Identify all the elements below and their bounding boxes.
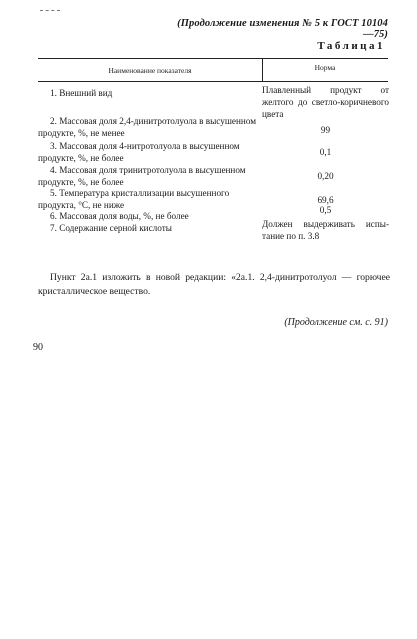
table-row-value: 0,5: [319, 205, 332, 215]
top-dash-mark: [40, 10, 60, 12]
table-header-rule: [38, 81, 388, 82]
table-row-name: 6. Массовая доля воды, %, не более: [50, 211, 189, 221]
body-paragraph: Пункт 2а.1 изложить в новой редакции: «2а.1. 2,4-динитротолуол — горючее кристаллическое вещество.: [38, 272, 390, 297]
table-row-value: 69,6: [317, 195, 334, 205]
continuation-note: (Продолжение см. с. 91): [284, 317, 388, 328]
column-header-name: Наименование показателя: [108, 66, 192, 75]
table-row-name: 4. Массовая доля тринитротолуола в высушенном продукте, %, не более: [38, 165, 246, 187]
table-row-name: 2. Массовая доля 2,4-динитротолуола в высушенном продукте, %, не менее: [38, 116, 257, 138]
table-top-rule: [38, 58, 388, 59]
table-row-name: 3. Массовая доля 4-нитротолуола в высушенном продукте, %, не более: [38, 141, 240, 163]
table-row-name: 5. Температура кристаллизации высушенного продукта, °С, не ниже: [38, 188, 230, 210]
table-row-value: Должен выдерживать испытание по п. 3.8: [262, 219, 389, 241]
page-number: 90: [33, 342, 43, 353]
table-row-value: Плавленный продукт от желтого до светло-коричневого цвета: [262, 85, 389, 119]
column-header-norm: Норма: [314, 63, 336, 72]
header-note: (Продолжение изменения № 5 к ГОСТ 10104—75): [177, 18, 388, 40]
table-row-value: 0,20: [317, 171, 334, 181]
table-label: Таблица1: [317, 40, 385, 52]
table-row-name: 1. Внешний вид: [50, 88, 113, 98]
table-row-value: 99: [320, 125, 331, 135]
table-row-value: 0,1: [319, 147, 332, 157]
table-row-name: 7. Содержание серной кислоты: [50, 223, 172, 233]
